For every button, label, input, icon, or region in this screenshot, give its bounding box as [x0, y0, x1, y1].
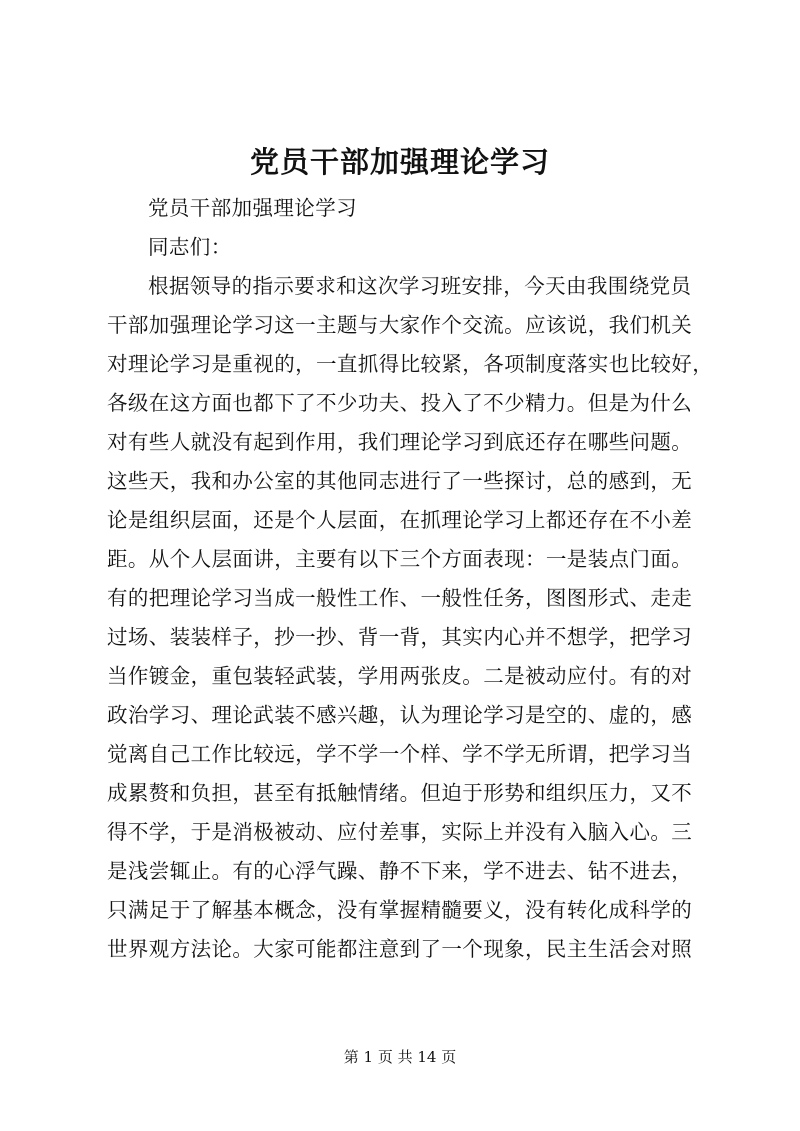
body-line: 成累赘和负担，甚至有抵触情绪。但迫于形势和组织压力，又不 — [107, 781, 693, 805]
document-title: 党员干部加强理论学习 — [249, 145, 550, 179]
body-line: 各级在这方面也都下了不少功夫、投入了不少精力。但是为什么 — [107, 391, 693, 415]
body-line: 政治学习、理论武装不感兴趣，认为理论学习是空的、虚的，感 — [107, 703, 693, 727]
body-line: 是浅尝辄止。有的心浮气躁、静不下来，学不进去、钻不进去， — [107, 859, 693, 883]
body-line: 干部加强理论学习这一主题与大家作个交流。应该说，我们机关 — [107, 313, 693, 337]
page-footer: 第 1 页 共 14 页 — [343, 1048, 457, 1066]
body-line: 根据领导的指示要求和这次学习班安排，今天由我围绕党员 — [148, 274, 692, 298]
body-line: 世界观方法论。大家可能都注意到了一个现象，民主生活会对照 — [107, 937, 693, 961]
body-line: 这些天，我和办公室的其他同志进行了一些探讨，总的感到，无 — [107, 469, 693, 493]
body-line: 得不学，于是消极被动、应付差事，实际上并没有入脑入心。三 — [107, 820, 693, 844]
body-line: 觉离自己工作比较远，学不学一个样、学不学无所谓，把学习当 — [107, 742, 693, 766]
body-line: 只满足于了解基本概念，没有掌握精髓要义，没有转化成科学的 — [107, 898, 693, 922]
body-line: 过场、装装样子，抄一抄、背一背，其实内心并不想学，把学习 — [107, 625, 693, 649]
body-line: 论是组织层面，还是个人层面，在抓理论学习上都还存在不小差 — [107, 508, 693, 532]
salutation: 同志们： — [148, 235, 232, 259]
body-line: 当作镀金，重包装轻武装，学用两张皮。二是被动应付。有的对 — [107, 664, 693, 688]
body-line: 距。从个人层面讲，主要有以下三个方面表现：一是装点门面。 — [107, 547, 693, 571]
body-line: 对有些人就没有起到作用，我们理论学习到底还存在哪些问题。 — [107, 430, 693, 454]
body-line: 有的把理论学习当成一般性工作、一般性任务，图图形式、走走 — [107, 586, 693, 610]
document-subtitle: 党员干部加强理论学习 — [148, 196, 357, 220]
body-line: 对理论学习是重视的，一直抓得比较紧，各项制度落实也比较好， — [107, 352, 714, 376]
